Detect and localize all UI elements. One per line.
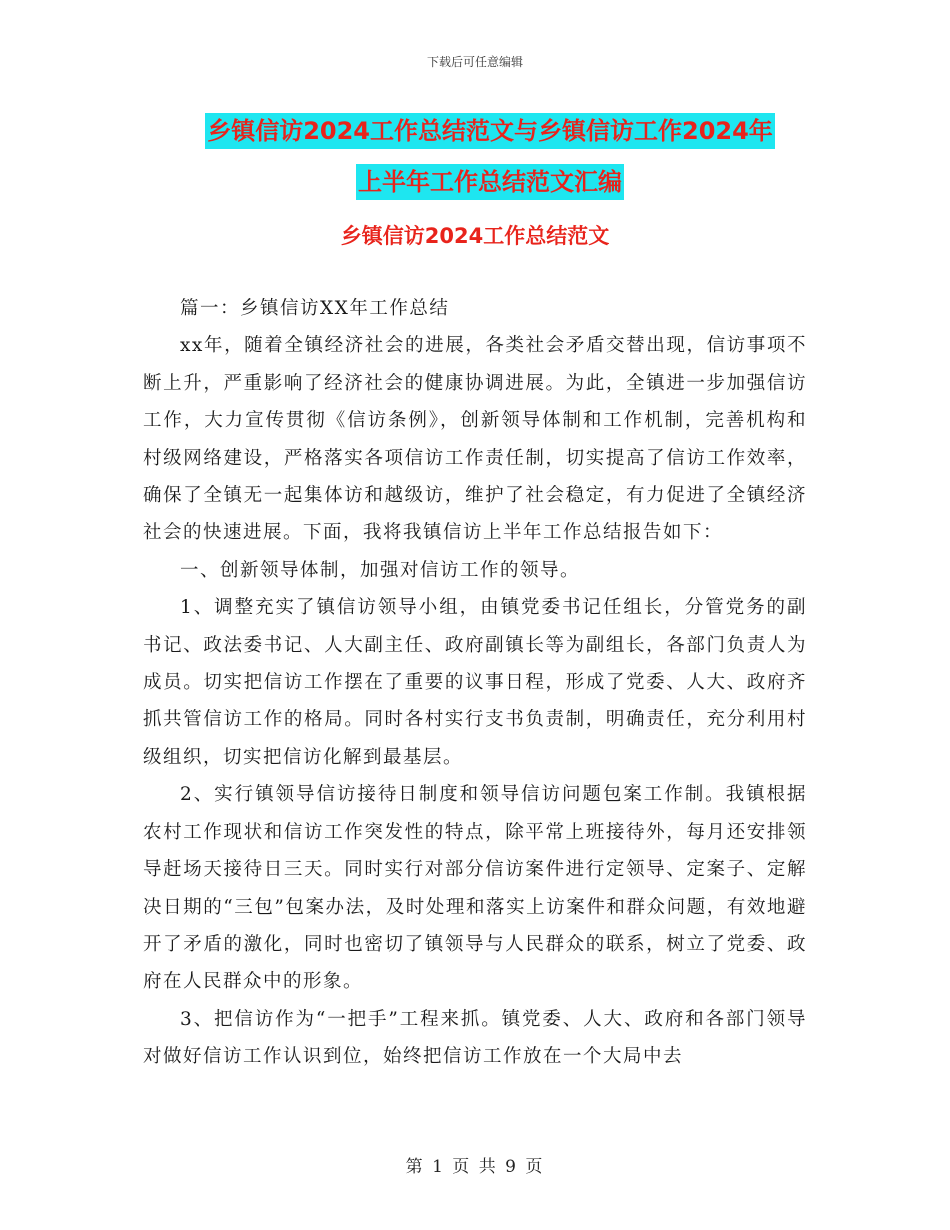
page-number-footer: 第 1 页 共 9 页 (405, 1157, 545, 1177)
paragraph-item-3: 3、把信访作为“一把手”工程来抓。镇党委、人大、政府和各部门领导对做好信访工作认识到位，始终把信访工作放在一个大局中去 (143, 1008, 807, 1068)
paragraph-item-1: 1、调整充实了镇信访领导小组，由镇党委书记任组长，分管党务的副书记、政法委书记、人大副主任、政府副镇长等为副组长，各部门负责人为成员。切实把信访工作摆在了重要的议事日程，形成了党委、人大、政府齐抓共管信访工作的格局。同时各村实行支书负责制，明确责任，充分利用村级组织，切实把信访化解到最基层。 (143, 597, 807, 768)
title-line-1: 乡镇信访2024工作总结范文与乡镇信访工作2024年 (205, 113, 775, 149)
page-header-note: 下载后可任意编辑 (426, 55, 523, 69)
paragraph-section-heading: 一、创新领导体制，加强对信访工作的领导。 (180, 559, 581, 581)
section-title: 乡镇信访2024工作总结范文 (340, 224, 610, 248)
document-title (140, 106, 840, 208)
document-body (143, 290, 807, 1076)
paragraph-item-2: 2、实行镇领导信访接待日制度和领导信访问题包案工作制。我镇根据农村工作现状和信访工作突发性的特点，除平常上班接待外，每月还安排领导赶场天接待日三天。同时实行对部分信访案件进行定领导、定案子、定解决日期的“三包”包案办法，及时处理和落实上访案件和群众问题，有效地避开了矛盾的激化，同时也密切了镇领导与人民群众的联系，树立了党委、政府在人民群众中的形象。 (143, 784, 807, 993)
paragraph-intro: xx年，随着全镇经济社会的进展，各类社会矛盾交替出现，信访事项不断上升，严重影响了经济社会的健康协调进展。为此，全镇进一步加强信访工作，大力宣传贯彻《信访条例》，创新领导体制和工作机制，完善机构和村级网络建设，严格落实各项信访工作责任制，切实提高了信访工作效率，确保了全镇无一起集体访和越级访，维护了社会稳定，有力促进了全镇经济社会的快速进展。下面，我将我镇信访上半年工作总结报告如下： (143, 335, 807, 544)
paragraph-chapter-heading: 篇一：乡镇信访XX年工作总结 (180, 298, 450, 319)
title-line-2: 上半年工作总结范文汇编 (356, 164, 624, 200)
